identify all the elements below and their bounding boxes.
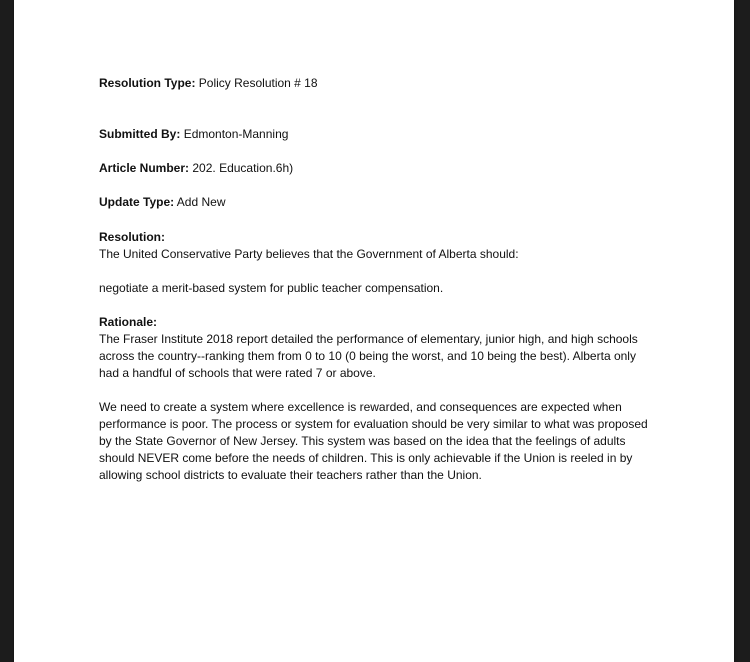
resolution-body [99,280,659,297]
submitted-by-value: Edmonton-Manning [183,127,289,141]
update-type-value: Add New [176,195,226,209]
update-type-label: Update Type: [99,195,175,209]
resolution-type-field [99,75,318,92]
rationale-heading: Rationale: [99,315,158,329]
rationale-paragraph-1: The Fraser Institute 2018 report detailed the performance of elementary, junior high, and high schools across the country--ranking them from 0 to 10 (0 being the worst, and 10 being the best). Alberta only had a handful of schools that were rated 7 or above. [99,332,638,380]
rationale-paragraph-2: We need to create a system where excellence is rewarded, and consequences are expected when performance is poor. The process or system for evaluation should be very similar to what was proposed by the State Governor of New Jersey. This system was based on the idea that the feelings of adults should NEVER come before the needs of children. This is only achievable if the Union is reeled in by allowing school districts to evaluate their teachers rather than the Union. [99,400,648,482]
resolution-type-value: Policy Resolution # 18 [198,76,318,90]
article-number-value: 202. Education.6h) [192,161,294,175]
article-number-field [99,160,293,177]
resolution-type-label: Resolution Type: [99,76,196,90]
rationale-section [99,314,659,382]
resolution-intro: The United Conservative Party believes that the Government of Alberta should: [99,247,519,261]
resolution-section [99,229,659,263]
update-type-field [99,194,226,211]
resolution-heading: Resolution: [99,230,165,244]
resolution-body-text: negotiate a merit-based system for public teacher compensation. [99,281,444,295]
submitted-by-field [99,126,288,143]
rationale-paragraph-2-block [99,399,659,484]
submitted-by-label: Submitted By: [99,127,181,141]
article-number-label: Article Number: [99,161,190,175]
document-page [14,0,734,662]
